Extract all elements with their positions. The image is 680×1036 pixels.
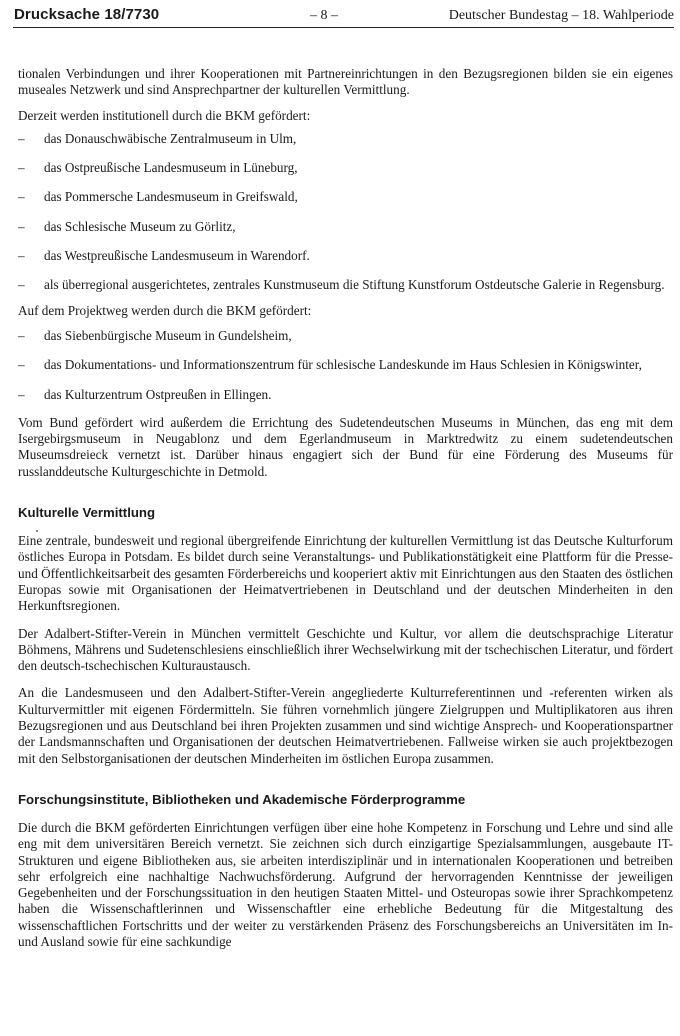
dash-marker: – — [18, 357, 25, 373]
section1-paragraph: Der Adalbert-Stifter-Verein in München vermittelt Geschichte und Kultur, vor allem die deutschsprachige Literatur Böhmens, Mährens und Sudetenschlesiens einschließlich ihrer Wechselwirkung mit der tschechischen Literatur, und fördert den deutsch-tschechischen Kulturaustausch. — [18, 625, 673, 674]
dash-marker: – — [18, 189, 25, 205]
section2-paragraph: Die durch die BKM geförderten Einrichtungen verfügen über eine hohe Kompetenz in Forschung und Lehre und sind alle eng mit dem universitären Bereich vernetzt. Sie zeichnen sich durch einzigartige Spezialsammlungen, ausgebaute IT-Strukturen und eigene Bibliotheken aus, sie arbeiten interdisziplinär und in internationalen Kooperationen und betreiben sehr erfolgreich eine nachhaltige Nachwuchsförderung. Aufgrund der hervorragenden Kenntnisse der jeweiligen Gegebenheiten und der Forschungssituation in den heutigen Staaten Mittel- und Osteuropas sowie ihrer Sprachkompetenz haben die Wissenschaftlerinnen und Wissenschaftler eine erhebliche Bedeutung für die Mitgestaltung des wissenschaftlichen Fortschritts und der weiter zu verstärkenden Präsenz des Forschungsbereichs an Universitäten im In- und Ausland sowie für eine sachkundige — [18, 819, 673, 949]
dash-marker: – — [18, 218, 25, 234]
parliament-term: Deutscher Bundestag – 18. Wahlperiode — [448, 8, 674, 23]
list-item-text: das Schlesische Museum zu Görlitz, — [44, 218, 236, 234]
institutional-list — [18, 131, 673, 294]
dash-marker: – — [18, 248, 25, 264]
list-item-text: das Dokumentations- und Informationszentrum für schlesische Landeskunde im Haus Schlesien in Königswinter, — [44, 357, 642, 373]
section1-paragraph: Eine zentrale, bundesweit und regional übergreifende Einrichtung der kulturellen Vermittlung ist das Deutsche Kulturforum östliches Europa in Potsdam. Es bildet durch seine Veranstaltungs- und Publikationstätigkeit eine Plattform für die Presse- und Öffentlichkeitsarbeit des gesamten Förderbereichs und kooperiert aktiv mit Einrichtungen aus den Staaten des östlichen Europas sowie mit Organisationen der Heimatvertriebenen in Deutschland und der deutschen Minderheiten in den Herkunftsregionen. — [18, 533, 673, 614]
document-number: Drucksache 18/7730 — [14, 6, 160, 23]
page-content — [18, 66, 673, 950]
list-item — [18, 131, 673, 147]
section1-paragraph: An die Landesmuseen und den Adalbert-Stifter-Verein angegliederte Kulturreferentinnen und -referenten wirken als Kulturvermittler mit eigenen Fördermitteln. Sie führen vornehmlich jüngere Zielgruppen und Multiplikatoren aus ihren Bezugsregionen und aus Deutschland bei ihren Projekten zusammen und sind wichtige Ansprech- und Kooperationspartner der Landsmannschaften und Organisationen der deutschen Heimatvertriebenen. Fallweise wirken sie auch projektbezogen mit den Selbstorganisationen der deutschen Minderheiten im östlichen Europa zusammen. — [18, 685, 673, 766]
page-header — [14, 6, 674, 26]
project-heading: Auf dem Projektweg werden durch die BKM gefördert: — [18, 302, 312, 318]
list-item — [18, 160, 673, 176]
list-item-text: das Donauschwäbische Zentralmuseum in Ulm, — [44, 130, 297, 146]
list-item-text: das Kulturzentrum Ostpreußen in Ellingen. — [44, 386, 272, 402]
dash-marker: – — [18, 327, 25, 343]
section-heading-kulturelle-vermittlung: Kulturelle Vermittlung — [18, 505, 156, 521]
bund-paragraph: Vom Bund gefördert wird außerdem die Errichtung des Sudetendeutschen Museums in München, das eng mit dem Isergebirgsmuseum in Neugablonz und dem Egerlandmuseum in Marktredwitz zu einem sudetendeutschen Museumsdreieck vernetzt ist. Darüber hinaus engagiert sich der Bund für eine Förderung des Museums für russlanddeutsche Kulturgeschichte in Detmold. — [18, 414, 673, 479]
list-item — [18, 219, 673, 235]
intro-paragraph: tionalen Verbindungen und ihrer Kooperationen mit Partnereinrichtungen in den Bezugsregionen bilden sie ein eigenes museales Netzwerk und sind Ansprechpartner der kulturellen Vermittlung. — [18, 66, 673, 98]
list-item — [18, 277, 673, 293]
header-rule — [13, 27, 674, 28]
list-item-text: als überregional ausgerichtetes, zentrales Kunstmuseum die Stiftung Kunstforum Ostdeutsche Galerie in Regensburg. — [44, 277, 665, 293]
stray-mark — [36, 530, 38, 532]
list-item — [18, 248, 673, 264]
dash-marker: – — [18, 277, 25, 293]
list-item-text: das Westpreußische Landesmuseum in Warendorf. — [44, 248, 310, 264]
list-item — [18, 387, 673, 403]
list-item — [18, 357, 673, 373]
dash-marker: – — [18, 386, 25, 402]
page-number: – 8 – — [309, 8, 338, 23]
list-item — [18, 189, 673, 205]
project-list — [18, 328, 673, 403]
list-item-text: das Siebenbürgische Museum in Gundelsheim, — [44, 327, 292, 343]
dash-marker: – — [18, 130, 25, 146]
dash-marker: – — [18, 160, 25, 176]
list-item-text: das Ostpreußische Landesmuseum in Lüneburg, — [44, 160, 298, 176]
list-item-text: das Pommersche Landesmuseum in Greifswald, — [44, 189, 298, 205]
list-item — [18, 328, 673, 344]
section-heading-forschungsinstitute: Forschungsinstitute, Bibliotheken und Akademische Förderprogramme — [18, 791, 466, 807]
institutional-heading: Derzeit werden institutionell durch die BKM gefördert: — [18, 107, 311, 123]
